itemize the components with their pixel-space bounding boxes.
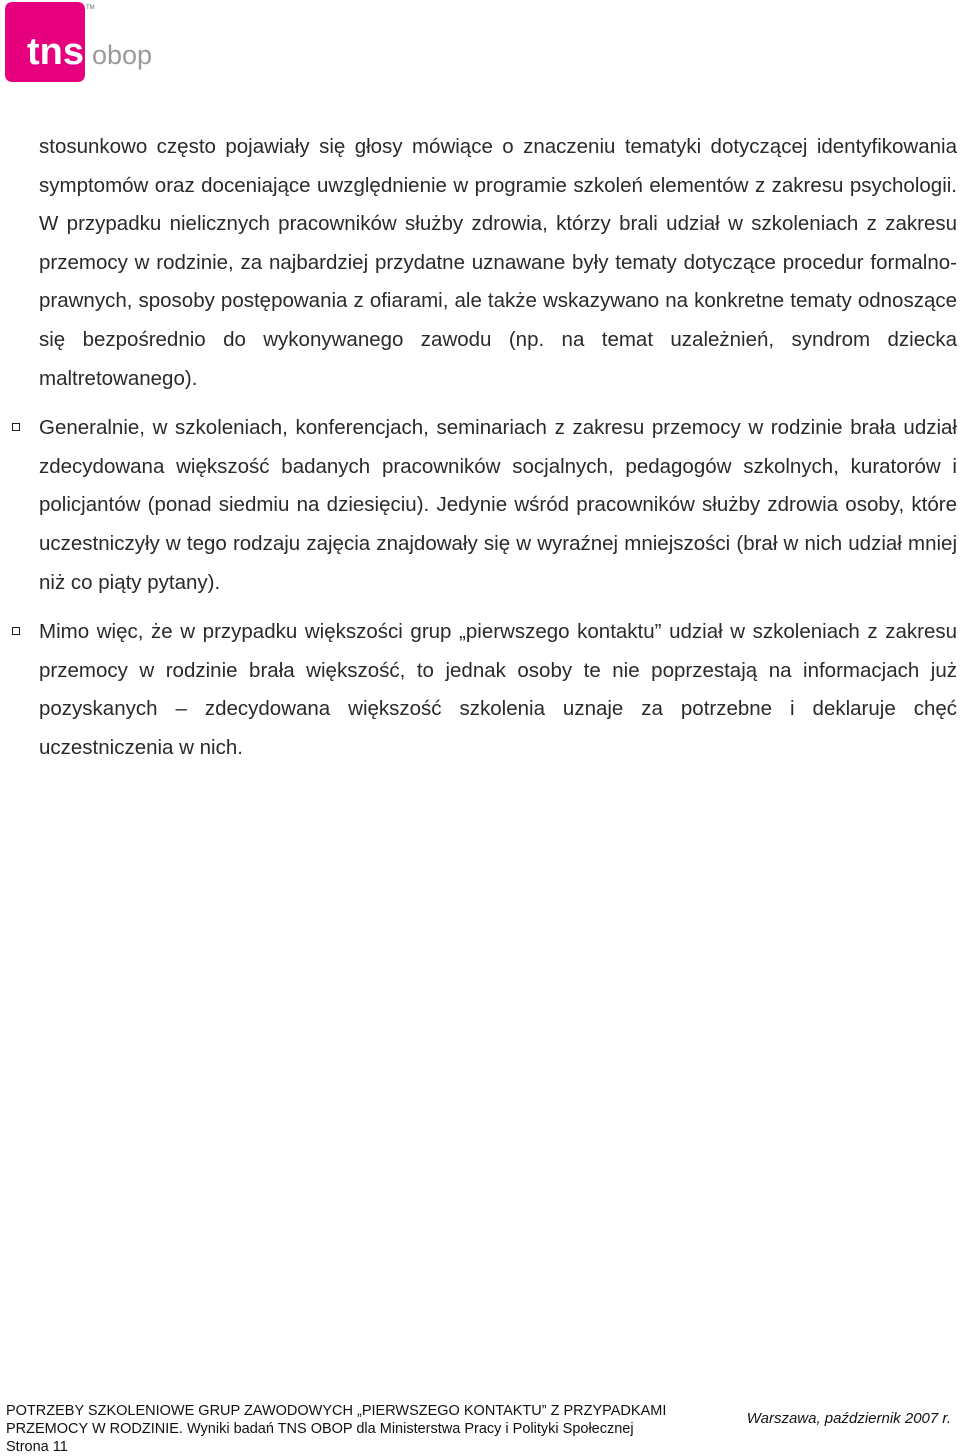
bullet-item	[39, 613, 957, 767]
page-number: Strona 11	[6, 1439, 68, 1455]
logo-text-main: tns	[27, 31, 84, 73]
tns-obop-logo	[5, 2, 155, 84]
footer-title-line2: PRZEMOCY W RODZINIE. Wyniki badań TNS OBOP dla Ministerstwa Pracy i Polityki Społecznej	[6, 1421, 634, 1437]
bullet-item	[39, 409, 957, 602]
logo-graphic	[5, 2, 155, 84]
footer-left	[6, 1402, 726, 1456]
checkbox-bullet-icon	[12, 627, 20, 635]
checkbox-bullet-icon	[12, 423, 20, 431]
bullet-text: Mimo więc, że w przypadku większości grup „pierwszego kontaktu” udział w szkoleniach z zakresu przemocy w rodzinie brała większość, to jednak osoby te nie poprzestają na informacjach już pozyskanych – zdecydowana większość szkolenia uznaje za potrzebne i deklaruje chęć uczestniczenia w nich.	[39, 620, 957, 759]
logo-trademark: TM	[86, 5, 95, 11]
bullet-text: Generalnie, w szkoleniach, konferencjach, seminariach z zakresu przemocy w rodzinie brała udział zdecydowana większość badanych pracowników socjalnych, pedagogów szkolnych, kuratorów i policjantów (ponad siedmiu na dziesięciu). Jedynie wśród pracowników służby zdrowia osoby, które uczestniczyły w tego rodzaju zajęcia znajdowały się w wyraźnej mniejszości (brał w nich udział mniej niż co piąty pytany).	[39, 416, 957, 594]
footer-title-line1: POTRZEBY SZKOLENIOWE GRUP ZAWODOWYCH „PIERWSZEGO KONTAKTU” Z PRZYPADKAMI	[6, 1403, 667, 1419]
footer-location-date: Warszawa, październik 2007 r.	[746, 1410, 951, 1427]
logo-text-sub: obop	[92, 40, 153, 70]
document-body	[39, 128, 957, 768]
intro-paragraph: stosunkowo często pojawiały się głosy mówiące o znaczeniu tematyki dotyczącej identyfikowania symptomów oraz doceniające uwzględnienie w programie szkoleń elementów z zakresu psychologii. W przypadku nielicznych pracowników służby zdrowia, którzy brali udział w szkoleniach z zakresu przemocy w rodzinie, za najbardziej przydatne uznawane były tematy dotyczące procedur formalno-prawnych, sposoby postępowania z ofiarami, ale także wskazywano na konkretne tematy odnoszące się bezpośrednio do wykonywanego zawodu (np. na temat uzależnień, syndrom dziecka maltretowanego).	[39, 135, 957, 390]
